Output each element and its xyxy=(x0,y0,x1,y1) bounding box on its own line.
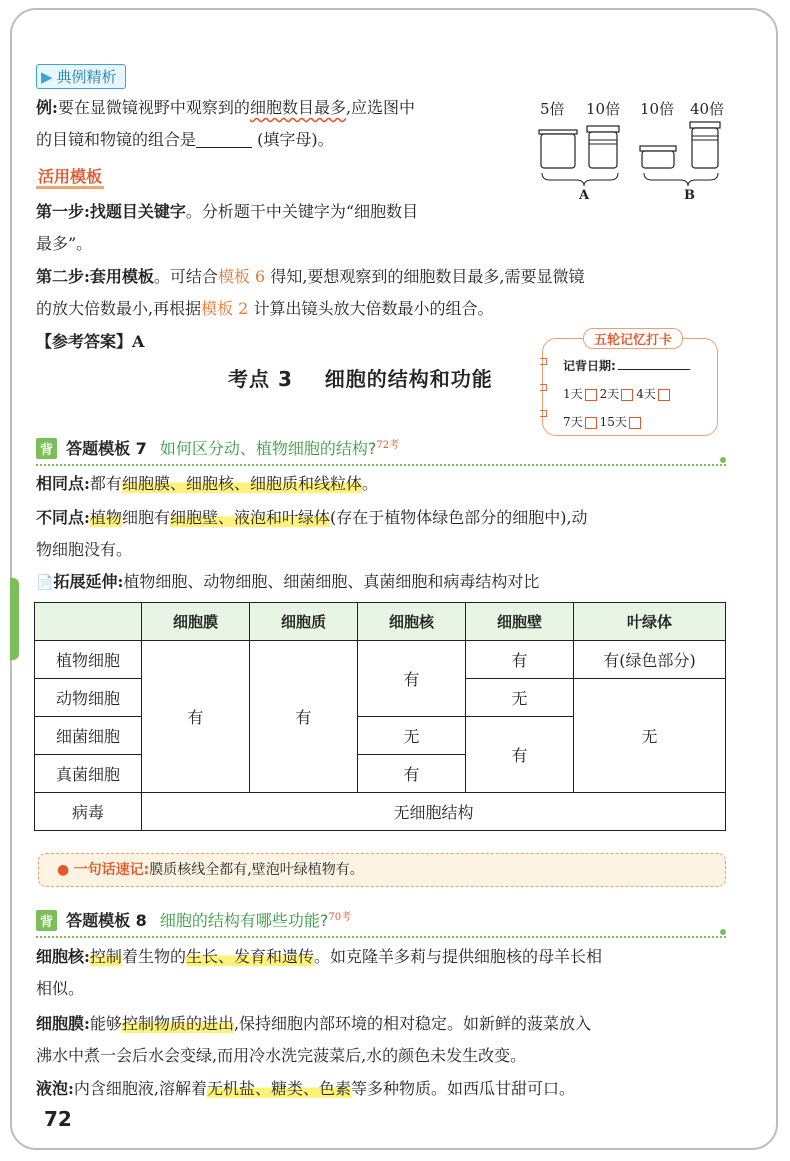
memory-card xyxy=(539,333,718,436)
memo-head: 一句话速记: xyxy=(73,862,150,878)
cell-nucleus-plant-animal: 有 xyxy=(358,641,466,717)
cell-chloro-others: 无 xyxy=(574,679,726,793)
cell-nucleus-bacteria: 无 xyxy=(358,717,466,755)
row-label-bacteria: 细菌细胞 xyxy=(35,717,142,755)
membrane-text1: 能够 xyxy=(89,1014,122,1033)
template6-ref: 模板 6 xyxy=(217,267,266,286)
same-text1: 都有 xyxy=(89,474,122,493)
header-dot xyxy=(720,457,726,463)
extend-text: 植物细胞、动物细胞、细菌细胞、真菌细胞和病毒结构对比 xyxy=(123,572,540,591)
template-tag-label: 活用模板 xyxy=(36,167,104,189)
template8-name: 答题模板 8 xyxy=(66,911,147,931)
table-header-row xyxy=(35,603,726,641)
template7-question: 如何区分动、植物细胞的结构? xyxy=(159,439,377,459)
row-label-animal: 动物细胞 xyxy=(35,679,142,717)
cell-chloro-plant: 有(绿色部分) xyxy=(574,641,726,679)
step2-text4: 计算出镜头放大倍数最小的组合。 xyxy=(253,299,494,318)
checkin-7day: 7天 xyxy=(563,415,583,429)
example-question: 例:要在显微镜视野中观察到的细胞数目最多,应选图中 的目镜和物镜的组合是 (填字母)。 xyxy=(36,98,416,149)
same-highlight: 细胞膜、细胞核、细胞质和线粒体 xyxy=(121,474,362,493)
table-header-wall: 细胞壁 xyxy=(466,603,574,641)
memo-box xyxy=(38,853,726,887)
vacuole-highlight: 无机盐、糖类、色素 xyxy=(207,1079,352,1098)
nucleus-highlight1: 控制 xyxy=(89,947,122,966)
cell-cytoplasm-all: 有 xyxy=(250,641,358,793)
cell-wall-bacteria-fungi: 有 xyxy=(466,717,574,793)
header-dot-2 xyxy=(720,929,726,935)
table-header-empty xyxy=(35,603,142,641)
table-row xyxy=(35,641,726,679)
lens-label-10x-b: 10倍 xyxy=(640,100,675,118)
date-label: 记背日期: xyxy=(563,359,616,373)
cell-wall-animal: 无 xyxy=(466,679,574,717)
nucleus-text3: 相似。 xyxy=(36,979,85,998)
template-tag xyxy=(36,164,104,187)
checkbox-4day[interactable] xyxy=(658,389,670,401)
vacuole-function xyxy=(36,1073,736,1105)
example-tag-label: 典例精析 xyxy=(56,68,117,86)
checkbox-1day[interactable] xyxy=(585,389,597,401)
template8-frequency: 70考 xyxy=(328,912,352,923)
checkin-1day: 1天 xyxy=(563,387,583,401)
row-label-fungi: 真菌细胞 xyxy=(35,755,142,793)
group-b-label: B xyxy=(684,188,695,203)
example-keyword: 细胞数目最多 xyxy=(249,98,346,117)
example-label: 例 xyxy=(36,98,53,117)
example-text-3: 的目镜和物镜的组合是 xyxy=(36,130,197,149)
diff-highlight1: 植物 xyxy=(89,508,122,527)
cell-wall-plant: 有 xyxy=(466,641,574,679)
checkin-row-1 xyxy=(563,385,673,402)
play-arrow-icon: ▶ xyxy=(41,68,53,86)
diff-text2: (存在于植物体绿色部分的细胞中),动 xyxy=(329,508,588,527)
template2-ref: 模板 2 xyxy=(201,299,249,318)
lens-label-40x: 40倍 xyxy=(690,100,725,118)
template8-question: 细胞的结构有哪些功能? xyxy=(159,911,329,931)
group-a-label: A xyxy=(579,188,590,203)
page-number: 72 xyxy=(44,1107,72,1131)
extend-head: 拓展延伸: xyxy=(53,572,124,591)
cell-membrane-all: 有 xyxy=(142,641,250,793)
nucleus-text2: 。如克隆羊多莉与提供细胞核的母羊长相 xyxy=(313,947,602,966)
template8-header xyxy=(36,908,726,938)
cell-nucleus-fungi: 有 xyxy=(358,755,466,793)
memo-text: 膜质核线全都有,壁泡叶绿植物有。 xyxy=(149,862,364,878)
diff-text1: 细胞有 xyxy=(121,508,170,527)
nucleus-function xyxy=(36,941,736,1005)
document-icon: 📄 xyxy=(36,575,54,591)
lens-label-5x: 5倍 xyxy=(540,100,565,118)
template7-name: 答题模板 7 xyxy=(66,439,147,459)
membrane-text3: 沸水中煮一会后水会变绿,而用冷水洗完菠菜后,水的颜色未发生改变。 xyxy=(36,1046,527,1065)
diff-head: 不同点: xyxy=(36,508,90,527)
memorize-badge-2: 背 xyxy=(36,910,57,931)
table-header-nucleus: 细胞核 xyxy=(358,603,466,641)
membrane-text2: ,保持细胞内部环境的相对稳定。如新鲜的菠菜放入 xyxy=(233,1014,592,1033)
step2-text2: 得知,要想观察到的细胞数目最多,需要显微镜 xyxy=(270,267,585,286)
nucleus-highlight2: 生长、发育和遗传 xyxy=(185,947,314,966)
side-tab xyxy=(10,578,19,660)
same-text2: 。 xyxy=(361,474,378,493)
example-text-4: (填字母)。 xyxy=(257,130,334,149)
vacuole-text1: 内含细胞液,溶解着 xyxy=(73,1079,208,1098)
row-label-plant: 植物细胞 xyxy=(35,641,142,679)
date-row xyxy=(563,357,690,374)
step2-text1: 。可结合 xyxy=(153,267,218,286)
checkbox-15day[interactable] xyxy=(629,417,641,429)
template7-frequency: 72考 xyxy=(376,440,400,451)
checkin-row-2 xyxy=(563,413,644,430)
membrane-function xyxy=(36,1008,736,1072)
lens-drawing xyxy=(530,118,760,208)
nucleus-head: 细胞核: xyxy=(36,947,90,966)
reference-answer: 【参考答案】A xyxy=(36,332,145,351)
table-row xyxy=(35,793,726,831)
step2 xyxy=(36,261,736,325)
row-label-virus: 病毒 xyxy=(35,793,142,831)
table-header-membrane: 细胞膜 xyxy=(142,603,250,641)
step2-text3: 的放大倍数最小,再根据 xyxy=(36,299,202,318)
diff-text3: 物细胞没有。 xyxy=(36,540,133,559)
diff-points xyxy=(36,502,736,566)
checkin-15day: 15天 xyxy=(599,415,627,429)
membrane-highlight: 控制物质的进出 xyxy=(121,1014,234,1033)
example-tag xyxy=(36,64,126,89)
table-header-cytoplasm: 细胞质 xyxy=(250,603,358,641)
vacuole-text2: 等多种物质。如西瓜甘甜可口。 xyxy=(351,1079,576,1098)
step1-text1: 。分析题干中关键字为“细胞数目 xyxy=(185,202,419,221)
memory-card-title: 五轮记忆打卡 xyxy=(583,328,683,349)
template7-header xyxy=(36,436,726,466)
binder-rings-icon: ⊐ ⊐ ⊐ xyxy=(539,355,549,420)
step1 xyxy=(36,196,536,260)
membrane-head: 细胞膜: xyxy=(36,1014,90,1033)
step2-head: 第二步:套用模板 xyxy=(36,267,154,286)
same-points xyxy=(36,468,736,500)
extend xyxy=(36,566,736,599)
person-icon: ● xyxy=(57,862,70,878)
section-title: 考点 3 细胞的结构和功能 xyxy=(228,367,493,391)
checkbox-7day[interactable] xyxy=(585,417,597,429)
checkin-4day: 4天 xyxy=(636,387,656,401)
lens-figure xyxy=(530,94,760,214)
example-text-1: 要在显微镜视野中观察到的 xyxy=(57,98,250,117)
answer-blank xyxy=(196,133,252,148)
diff-highlight2: 细胞壁、液泡和叶绿体 xyxy=(169,508,330,527)
nucleus-text1: 着生物的 xyxy=(121,947,186,966)
comparison-table xyxy=(34,602,726,831)
example-text-2: ,应选图中 xyxy=(345,98,416,117)
table-header-chloroplast: 叶绿体 xyxy=(574,603,726,641)
memorize-badge: 背 xyxy=(36,438,57,459)
same-head: 相同点: xyxy=(36,474,90,493)
vacuole-head: 液泡: xyxy=(36,1079,74,1098)
step1-text2: 最多”。 xyxy=(36,234,93,253)
checkin-2day: 2天 xyxy=(599,387,620,401)
checkbox-2day[interactable] xyxy=(621,389,633,401)
cell-virus: 无细胞结构 xyxy=(142,793,726,831)
lens-label-10x-a: 10倍 xyxy=(586,100,621,118)
step1-head: 第一步:找题目关键字 xyxy=(36,202,186,221)
